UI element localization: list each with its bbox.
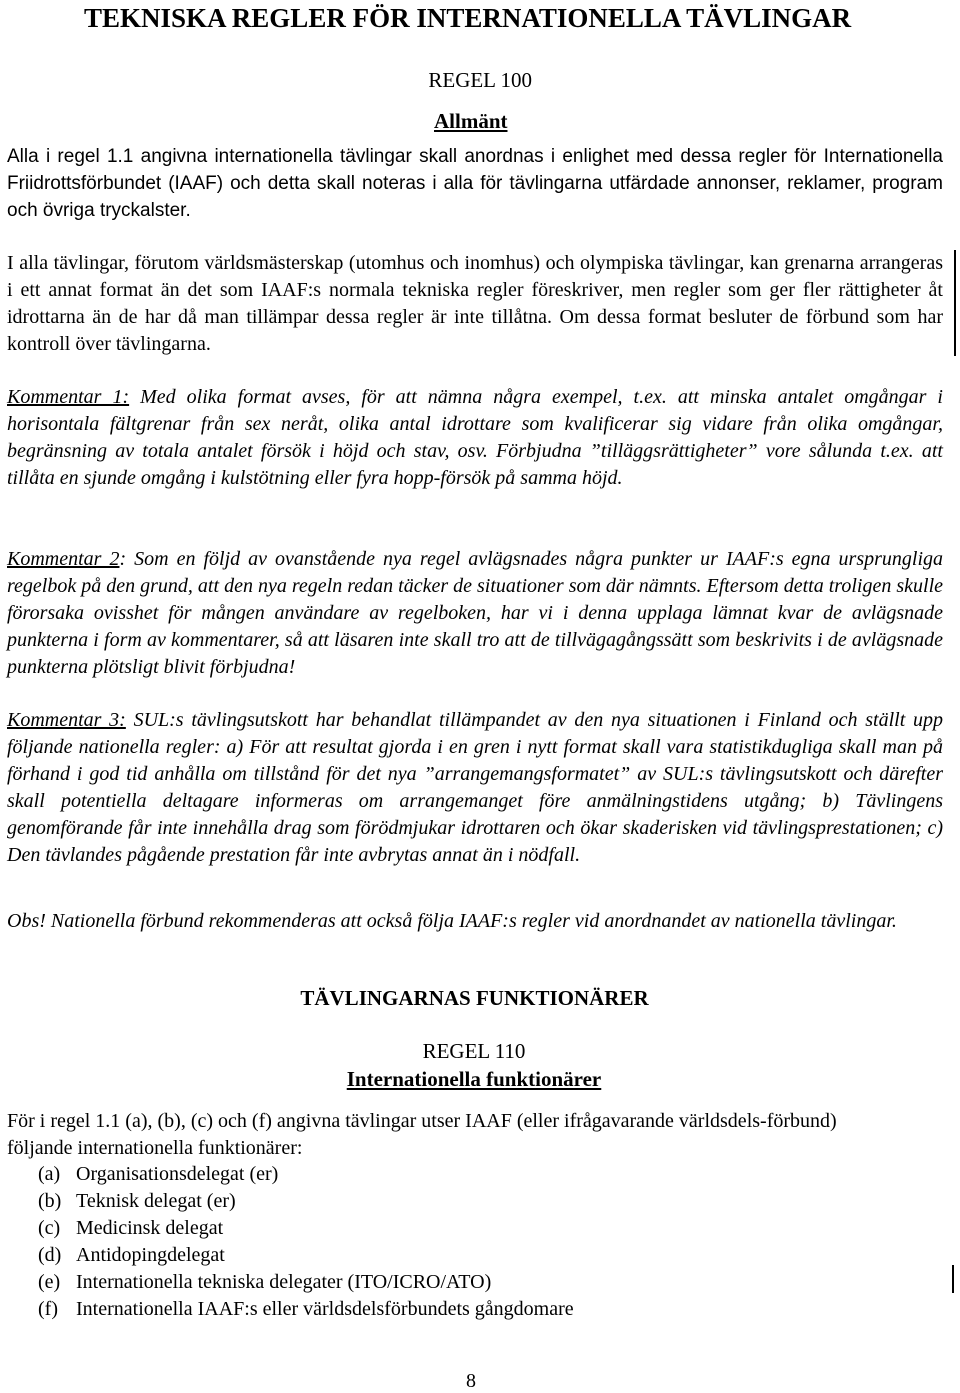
regel-100-number: REGEL 100	[428, 68, 532, 92]
list-item-key: (b)	[38, 1190, 62, 1212]
kommentar-1-text: Med olika format avses, för att nämna några exempel, t.ex. att minska antalet omgångar i horisontala fältgrenar från sex neråt, olika antal idrottare som kvalificerar sig vidare från olika omgångar, begränsning av totala antalet försök i höjd och stav, osv. Förbjudna ”tilläggsrättigheter” vore sålunda t.ex. att tillåta en sjunde omgång i kulstötning eller fyra hopp-försök på samma höjd.	[7, 386, 943, 489]
paragraph-1-text: Alla i regel 1.1 angivna internationella tävlingar skall anordnas i enlighet med dessa regler för Internationella Friidrottsförbundet (IAAF) och detta skall noteras i alla för tävlingarna utfärdade annonser, reklamer, program och övriga tryckalster.	[7, 146, 943, 221]
list-item-key: (d)	[38, 1244, 62, 1266]
page-number: 8	[466, 1370, 476, 1392]
document-title: TEKNISKA REGLER FÖR INTERNATIONELLA TÄVLINGAR	[84, 3, 852, 33]
list-item	[38, 1269, 574, 1296]
obs-text: Nationella förbund rekommenderas att också följa IAAF:s regler vid anordnandet av nationella tävlingar.	[45, 910, 897, 932]
regel-110-number: REGEL 110	[422, 1039, 526, 1063]
list-item	[38, 1296, 574, 1323]
list-item-text: Medicinsk delegat	[76, 1217, 224, 1239]
list-item-key: (e)	[38, 1271, 61, 1293]
section-heading-funktionarer: TÄVLINGARNAS FUNKTIONÄRER	[300, 986, 649, 1010]
list-item-key: (f)	[38, 1298, 58, 1320]
change-bar	[954, 250, 956, 356]
kommentar-2-label: Kommentar 2	[7, 548, 120, 570]
list-item-text: Teknisk delegat (er)	[76, 1190, 236, 1212]
regel-100-heading: Allmänt	[434, 109, 508, 133]
change-bar	[952, 1265, 954, 1293]
list-item-text: Organisationsdelegat (er)	[76, 1163, 279, 1185]
regel-110-intro: För i regel 1.1 (a), (b), (c) och (f) angivna tävlingar utser IAAF (eller ifrågavarande världsdels-förbund) följande internationella funktionärer:	[7, 1110, 837, 1159]
kommentar-3	[7, 707, 943, 869]
regel-100-paragraph-2: I alla tävlingar, förutom världsmästerskap (utomhus och inomhus) och olympiska tävlingar, kan grenarna arrangeras i ett annat format än det som IAAF:s normala tekniska regler föreskriver, men regler som ger fler rättigheter åt idrottarna än de har då man tillämpar dessa regler är inte tillåtna. Om dessa format besluter de förbund som har kontroll över tävlingarna.	[7, 252, 943, 355]
regel-100-paragraph-1	[7, 143, 943, 224]
kommentar-3-text: SUL:s tävlingsutskott har behandlat tillämpandet av den nya situationen i Finland och ställt upp följande nationella regler: a) För att resultat gjorda i en gren i nytt format skall vara statistikdugliga skall man på förhand i god tid anhålla om tillstånd för det nya ”arrangemangsformatet” av SUL:s tävlingsutskott och därefter skall potentiella deltagare informeras om arrangemanget före anmälningstidens utgång; b) Tävlingens genomförande får inte innehålla drag som förödmjukar idrottaren och ökar skaderisken vid tävlingsprestationen; c) Den tävlandes pågående prestation får inte avbrytas annat än i nödfall.	[7, 709, 943, 866]
obs-label: Obs!	[7, 910, 46, 932]
list-item	[38, 1161, 574, 1188]
list-item	[38, 1215, 574, 1242]
list-item-key: (c)	[38, 1217, 61, 1239]
kommentar-2	[7, 546, 943, 681]
regel-110-heading: Internationella funktionärer	[346, 1067, 602, 1091]
list-item	[38, 1242, 574, 1269]
kommentar-3-label: Kommentar 3:	[7, 709, 126, 731]
funktionarer-list	[38, 1161, 574, 1323]
kommentar-2-text: : Som en följd av ovanstående nya regel avlägsnades några punkter ur IAAF:s egna ursprungliga regelbok på den grund, att den nya regeln redan täcker de situationer som där nämnts. Eftersom detta troligen skulle förorsaka ovisshet för mången användare av regelboken, har vi i denna upplaga lämnat kvar de avlägsnade punkterna i form av kommentarer, så att läsaren inte skall tro att de tillvägagångssätt som beskrivits i de avlägsnade punkterna plötsligt blivit förbjudna!	[7, 548, 944, 678]
obs-note	[7, 908, 943, 935]
list-item-text: Internationella IAAF:s eller världsdelsförbundets gångdomare	[76, 1298, 574, 1320]
list-item-key: (a)	[38, 1163, 61, 1185]
list-item-text: Internationella tekniska delegater (ITO/ICRO/ATO)	[76, 1271, 492, 1293]
kommentar-1	[7, 384, 943, 492]
kommentar-1-label: Kommentar 1:	[7, 386, 130, 408]
list-item-text: Antidopingdelegat	[76, 1244, 225, 1266]
list-item	[38, 1188, 574, 1215]
